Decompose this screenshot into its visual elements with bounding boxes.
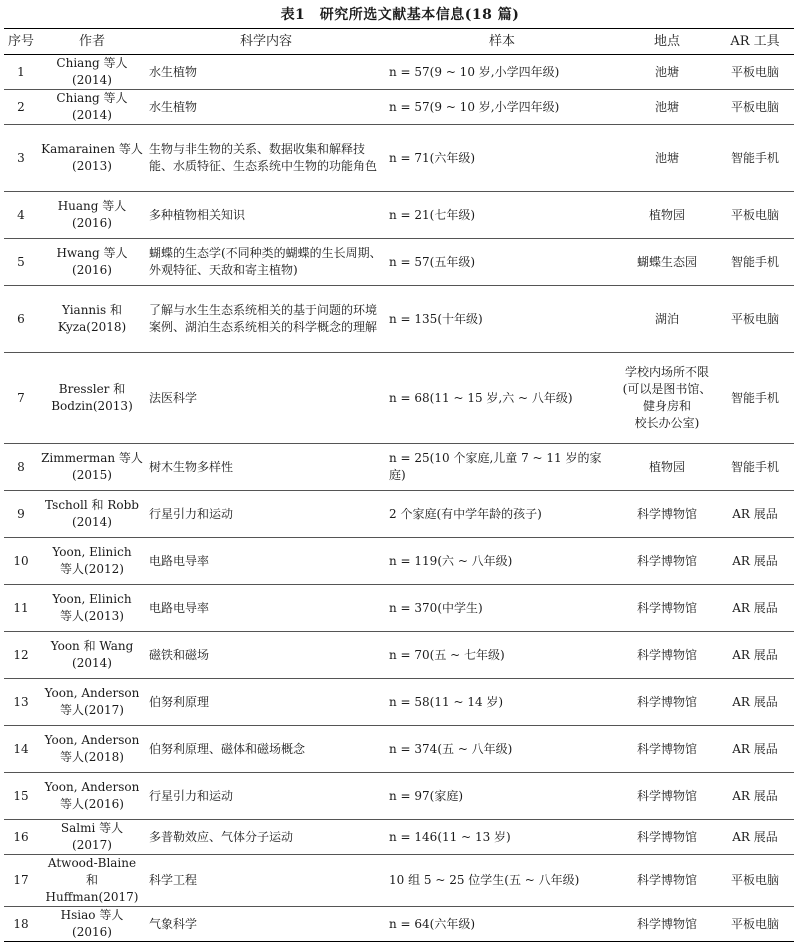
cell-tool: 智能手机 [716,444,794,491]
cell-index: 5 [4,239,38,286]
table-row [4,585,794,632]
cell-sample: n = 374(五 ~ 八年级) [386,726,618,773]
cell-content: 气象科学 [146,907,386,942]
cell-author: Atwood-Blaine 和 Huffman(2017) [38,855,146,907]
table-row [4,538,794,585]
cell-author: Chiang 等人(2014) [38,90,146,125]
cell-author: Hwang 等人 (2016) [38,239,146,286]
table-row [4,773,794,820]
table-row [4,55,794,90]
cell-index: 16 [4,820,38,855]
cell-index: 11 [4,585,38,632]
cell-place: 科学博物馆 [618,726,716,773]
table-caption: 表1 研究所选文献基本信息(18 篇) [280,7,520,23]
cell-tool: AR 展品 [716,491,794,538]
cell-index: 1 [4,55,38,90]
table-row [4,239,794,286]
cell-content: 了解与水生生态系统相关的基于问题的环境案例、湖泊生态系统相关的科学概念的理解 [146,286,386,353]
cell-tool: AR 展品 [716,585,794,632]
cell-content: 水生植物 [146,55,386,90]
cell-index: 18 [4,907,38,942]
cell-index: 2 [4,90,38,125]
cell-sample: n = 370(中学生) [386,585,618,632]
cell-author: Yoon, Elinich 等人(2012) [38,538,146,585]
table-row [4,444,794,491]
cell-sample: n = 57(五年级) [386,239,618,286]
cell-index: 15 [4,773,38,820]
cell-tool: 平板电脑 [716,192,794,239]
cell-sample: n = 68(11 ~ 15 岁,六 ~ 八年级) [386,353,618,444]
cell-place: 科学博物馆 [618,773,716,820]
cell-content: 科学工程 [146,855,386,907]
literature-table [4,28,794,942]
cell-sample: n = 71(六年级) [386,125,618,192]
cell-place: 科学博物馆 [618,585,716,632]
cell-tool: AR 展品 [716,773,794,820]
table-row [4,855,794,907]
table-body [4,55,794,942]
cell-tool: 智能手机 [716,239,794,286]
cell-content: 伯努利原理、磁体和磁场概念 [146,726,386,773]
cell-sample: n = 146(11 ~ 13 岁) [386,820,618,855]
cell-place: 池塘 [618,55,716,90]
table-row [4,90,794,125]
cell-author: Kamarainen 等人 (2013) [38,125,146,192]
cell-content: 磁铁和磁场 [146,632,386,679]
cell-place: 科学博物馆 [618,491,716,538]
cell-author: Yoon 和 Wang (2014) [38,632,146,679]
cell-tool: 智能手机 [716,353,794,444]
table-row [4,679,794,726]
cell-author: Bressler 和 Bodzin(2013) [38,353,146,444]
cell-sample: 10 组 5 ~ 25 位学生(五 ~ 八年级) [386,855,618,907]
cell-place: 池塘 [618,125,716,192]
header-author: 作者 [38,29,146,55]
cell-author: Chiang 等人(2014) [38,55,146,90]
header-index: 序号 [4,29,38,55]
cell-place: 池塘 [618,90,716,125]
cell-place: 科学博物馆 [618,820,716,855]
cell-content: 电路电导率 [146,538,386,585]
cell-index: 14 [4,726,38,773]
table-row [4,125,794,192]
cell-sample: n = 97(家庭) [386,773,618,820]
cell-index: 17 [4,855,38,907]
cell-place: 学校内场所不限 (可以是图书馆、 健身房和 校长办公室) [618,353,716,444]
cell-tool: AR 展品 [716,538,794,585]
cell-place: 植物园 [618,444,716,491]
cell-author: Salmi 等人(2017) [38,820,146,855]
table-row [4,192,794,239]
cell-author: Yoon, Anderson 等人(2017) [38,679,146,726]
cell-place: 蝴蝶生态园 [618,239,716,286]
table-row [4,907,794,942]
cell-place: 植物园 [618,192,716,239]
cell-index: 3 [4,125,38,192]
cell-author: Huang 等人 (2016) [38,192,146,239]
cell-author: Tscholl 和 Robb (2014) [38,491,146,538]
cell-content: 多种植物相关知识 [146,192,386,239]
cell-author: Yoon, Anderson 等人(2018) [38,726,146,773]
header-content: 科学内容 [146,29,386,55]
cell-tool: AR 展品 [716,632,794,679]
cell-place: 科学博物馆 [618,855,716,907]
table-row [4,286,794,353]
cell-place: 科学博物馆 [618,538,716,585]
header-tool: AR 工具 [716,29,794,55]
header-sample: 样本 [386,29,618,55]
cell-content: 伯努利原理 [146,679,386,726]
cell-tool: 智能手机 [716,125,794,192]
cell-content: 蝴蝶的生态学(不同种类的蝴蝶的生长周期、外观特征、天敌和寄主植物) [146,239,386,286]
header-place: 地点 [618,29,716,55]
cell-tool: 平板电脑 [716,907,794,942]
table-row [4,353,794,444]
cell-index: 13 [4,679,38,726]
cell-index: 7 [4,353,38,444]
table-row [4,491,794,538]
cell-index: 10 [4,538,38,585]
cell-place: 科学博物馆 [618,907,716,942]
table-header-row [4,29,794,55]
cell-index: 9 [4,491,38,538]
cell-content: 电路电导率 [146,585,386,632]
cell-tool: AR 展品 [716,820,794,855]
cell-content: 树木生物多样性 [146,444,386,491]
cell-content: 多普勒效应、气体分子运动 [146,820,386,855]
cell-index: 12 [4,632,38,679]
cell-tool: 平板电脑 [716,55,794,90]
cell-sample: n = 21(七年级) [386,192,618,239]
cell-tool: 平板电脑 [716,286,794,353]
table-row [4,820,794,855]
cell-place: 科学博物馆 [618,679,716,726]
cell-index: 4 [4,192,38,239]
cell-content: 行星引力和运动 [146,491,386,538]
cell-sample: n = 70(五 ~ 七年级) [386,632,618,679]
cell-place: 湖泊 [618,286,716,353]
cell-sample: n = 119(六 ~ 八年级) [386,538,618,585]
cell-index: 6 [4,286,38,353]
cell-author: Yoon, Elinich 等人(2013) [38,585,146,632]
cell-sample: n = 58(11 ~ 14 岁) [386,679,618,726]
cell-tool: 平板电脑 [716,90,794,125]
cell-author: Hsiao 等人(2016) [38,907,146,942]
cell-author: Yoon, Anderson 等人(2016) [38,773,146,820]
table-row [4,726,794,773]
table-row [4,632,794,679]
cell-content: 生物与非生物的关系、数据收集和解释技能、水质特征、生态系统中生物的功能角色 [146,125,386,192]
cell-sample: n = 135(十年级) [386,286,618,353]
cell-place: 科学博物馆 [618,632,716,679]
cell-sample: n = 57(9 ~ 10 岁,小学四年级) [386,55,618,90]
cell-sample: n = 25(10 个家庭,儿童 7 ~ 11 岁的家庭) [386,444,618,491]
cell-tool: AR 展品 [716,726,794,773]
cell-content: 行星引力和运动 [146,773,386,820]
cell-content: 法医科学 [146,353,386,444]
cell-author: Zimmerman 等人 (2015) [38,444,146,491]
cell-content: 水生植物 [146,90,386,125]
cell-sample: n = 64(六年级) [386,907,618,942]
cell-index: 8 [4,444,38,491]
cell-sample: 2 个家庭(有中学年龄的孩子) [386,491,618,538]
cell-author: Yiannis 和 Kyza(2018) [38,286,146,353]
cell-tool: AR 展品 [716,679,794,726]
cell-sample: n = 57(9 ~ 10 岁,小学四年级) [386,90,618,125]
cell-tool: 平板电脑 [716,855,794,907]
